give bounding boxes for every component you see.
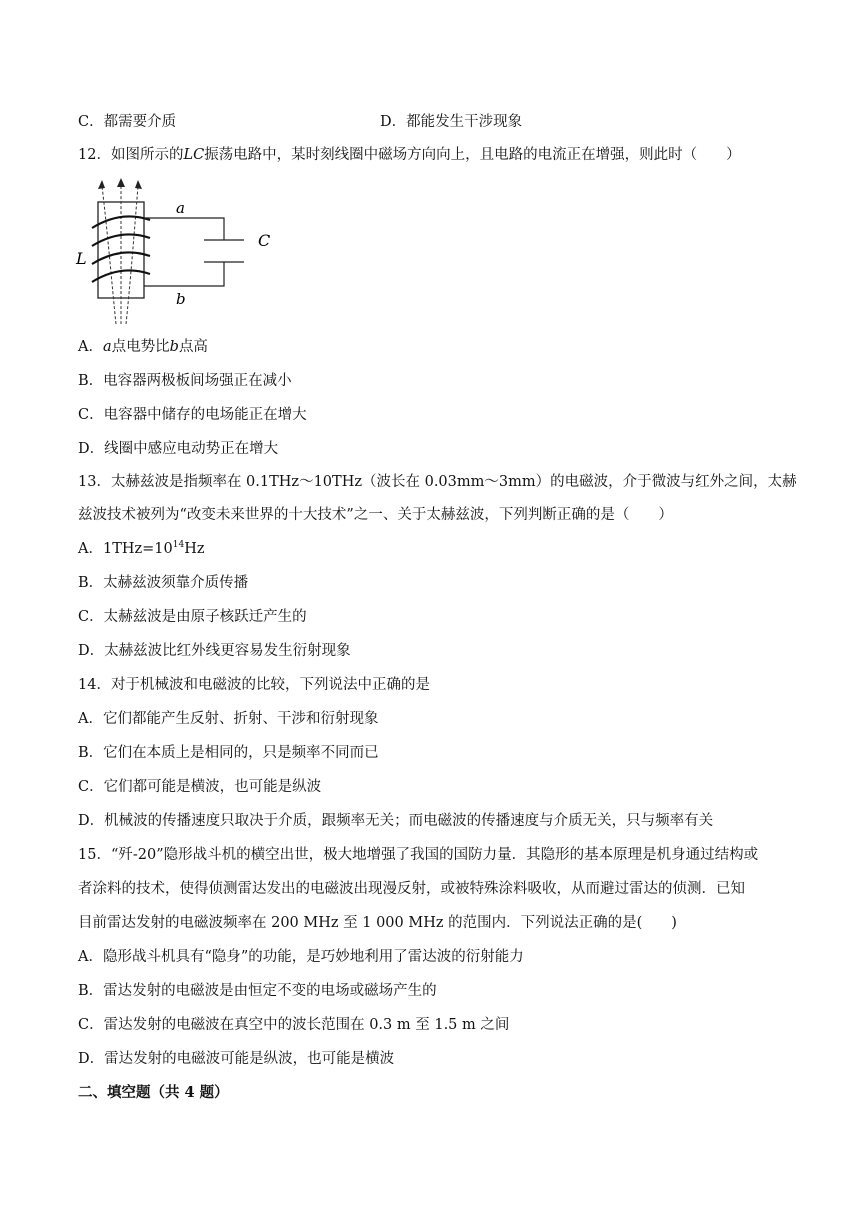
q12-option-a-prefix: A． — [78, 339, 103, 355]
q12-stem-suffix: 振荡电路中，某时刻线圈中磁场方向向上，且电路的电流正在增强，则此时（ ） — [204, 147, 741, 163]
q13-stem-line2: 兹波技术被列为“改变未来世界的十大技术”之一、关于太赫兹波，下列判断正确的是（ ） — [78, 507, 673, 523]
q14-option-a: A．它们都能产生反射、折射、干涉和衍射现象 — [78, 711, 379, 727]
q12-stem — [78, 145, 741, 165]
q12-option-b: B．电容器两极板间场强正在减小 — [78, 373, 292, 389]
label-b: b — [176, 290, 186, 308]
q15-option-a: A．隐形战斗机具有“隐身”的功能，是巧妙地利用了雷达波的衍射能力 — [78, 949, 524, 965]
q15-option-b: B．雷达发射的电磁波是由恒定不变的电场或磁场产生的 — [78, 983, 437, 999]
q11-option-d: D．都能发生干涉现象 — [380, 114, 523, 130]
q13-option-b: B．太赫兹波须靠介质传播 — [78, 575, 249, 591]
label-capacitor: C — [258, 231, 271, 250]
q12-option-a-point-b: b — [169, 339, 179, 355]
q13-option-a — [78, 539, 205, 559]
q12-option-a-point-a: a — [102, 339, 112, 355]
q15-stem-line1: 15．“歼-20”隐形战斗机的横空出世，极大地增强了我国的国防力量．其隐形的基本原理是机身通过结构或 — [78, 847, 759, 863]
q15-option-d: D．雷达发射的电磁波可能是纵波，也可能是横波 — [78, 1051, 395, 1067]
q13-option-a-exponent: 14 — [172, 540, 185, 551]
q15-option-c: C．雷达发射的电磁波在真空中的波长范围在 0.3 m 至 1.5 m 之间 — [78, 1017, 510, 1033]
q14-option-d: D．机械波的传播速度只取决于介质，跟频率无关；而电磁波的传播速度与介质无关，只与频率有关 — [78, 813, 714, 829]
q12-option-a — [78, 337, 208, 357]
q14-option-c: C．它们都可能是横波，也可能是纵波 — [78, 779, 322, 795]
circuit-wires — [144, 218, 244, 286]
q13-option-d: D．太赫兹波比红外线更容易发生衍射现象 — [78, 643, 351, 659]
q12-option-c: C．电容器中储存的电场能正在增大 — [78, 407, 307, 423]
q13-option-c: C．太赫兹波是由原子核跃迁产生的 — [78, 609, 307, 625]
q12-option-a-mid: 点电势比 — [111, 339, 170, 355]
label-inductor: L — [76, 249, 87, 268]
q15-stem-line3: 目前雷达发射的电磁波频率在 200 MHz 至 1 000 MHz 的范围内．下列说法正确的是( ) — [78, 915, 677, 931]
label-a: a — [176, 199, 185, 217]
q12-option-d: D．线圈中感应电动势正在增大 — [78, 441, 279, 457]
q12-option-a-end: 点高 — [178, 339, 208, 355]
q13-stem-line1: 13．太赫兹波是指频率在 0.1THz～10THz（波长在 0.03mm～3mm）的电磁波，介于微波与红外之间，太赫 — [78, 474, 797, 490]
q13-option-a-text: A．1THz=10 — [78, 541, 173, 557]
q12-lc: LC — [183, 147, 205, 163]
q11-option-c: C．都需要介质 — [78, 114, 177, 130]
lc-circuit-figure — [72, 176, 282, 326]
section-2-title: 二、填空题（共 4 题） — [78, 1084, 229, 1101]
q12-stem-prefix: 12．如图所示的 — [78, 147, 184, 163]
q13-option-a-unit: Hz — [184, 541, 205, 557]
field-arrowheads — [98, 178, 142, 189]
q15-stem-line2: 者涂料的技术，使得侦测雷达发出的电磁波出现漫反射，或被特殊涂料吸收，从而避过雷达的侦测．已知 — [78, 881, 745, 897]
q14-option-b: B．它们在本质上是相同的，只是频率不同而已 — [78, 745, 379, 761]
q14-stem: 14．对于机械波和电磁波的比较，下列说法中正确的是 — [78, 677, 430, 693]
